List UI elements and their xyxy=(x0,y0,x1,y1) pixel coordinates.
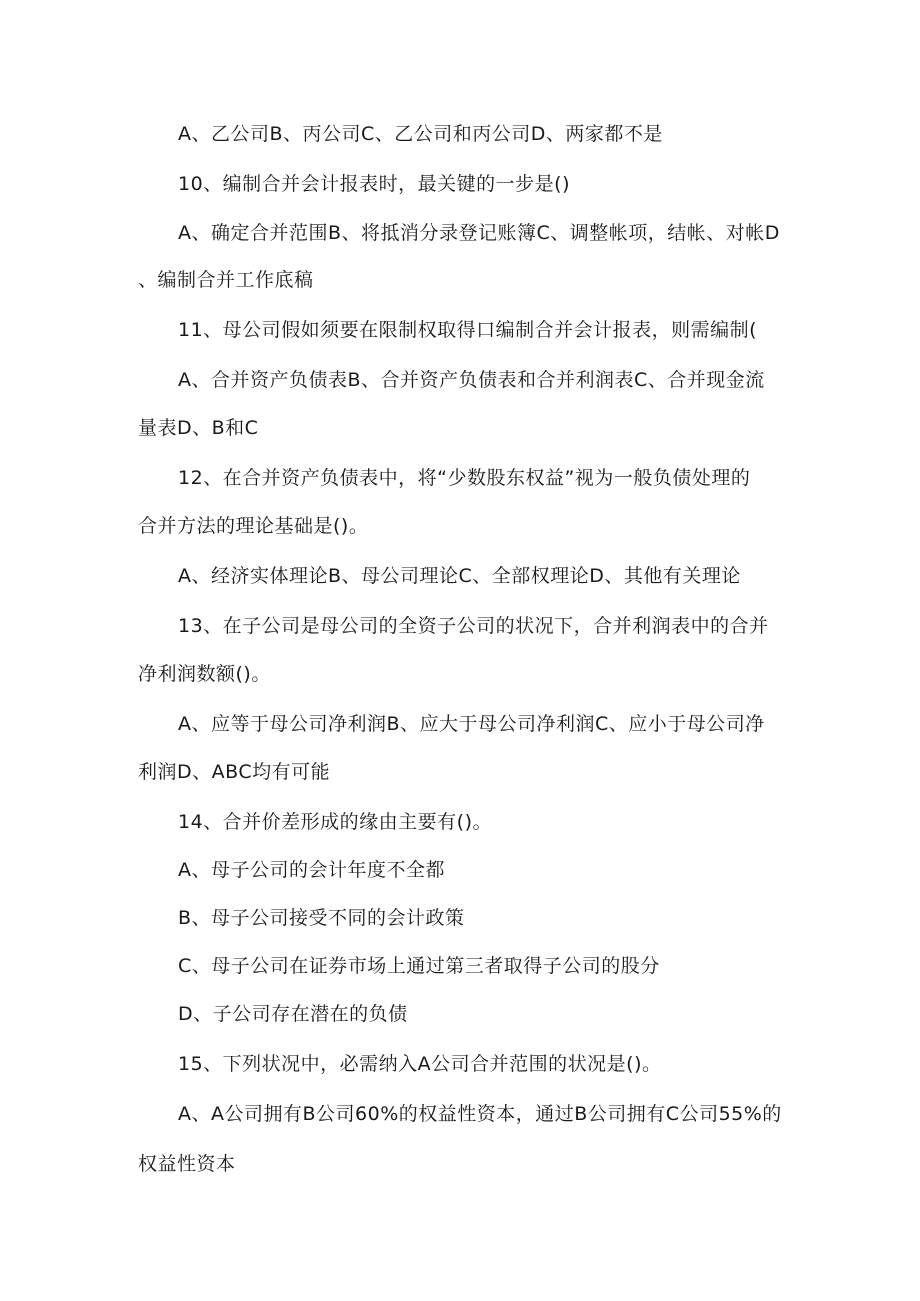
question-13-cont: 净利润数额()。 xyxy=(138,663,271,685)
option-c-q14: C、母子公司在证券市场上通过第三者取得子公司的股分 xyxy=(178,955,660,977)
option-line-q12: A、经济实体理论B、母公司理论C、全部权理论D、其他有关理论 xyxy=(178,565,741,587)
option-b-q14: B、母子公司接受不同的会计政策 xyxy=(178,907,465,929)
option-line-q11: A、合并资产负债表B、合并资产负债表和合并利润表C、合并现金流 xyxy=(178,369,765,391)
option-a-q15-cont: 权益性资本 xyxy=(138,1153,236,1175)
option-line-q11-cont: 量表D、B和C xyxy=(138,417,259,439)
option-line-q9: A、乙公司B、丙公司C、乙公司和丙公司D、两家都不是 xyxy=(178,123,663,145)
option-line-q10: A、确定合并范围B、将抵消分录登记账簿C、调整帐项，结帐、对帐D xyxy=(178,222,780,244)
option-line-q13-cont: 利润D、ABC均有可能 xyxy=(138,761,331,783)
question-15: 15、下列状况中，必需纳入A公司合并范围的状况是()。 xyxy=(178,1053,662,1075)
question-12-cont: 合并方法的理论基础是()。 xyxy=(138,515,369,537)
question-10: 10、编制合并会计报表时，最关键的一步是() xyxy=(178,173,571,195)
question-11: 11、母公司假如须要在限制权取得口编制合并会计报表，则需编制( xyxy=(178,319,758,341)
option-line-q10-cont: 、编制合并工作底稿 xyxy=(138,269,314,291)
question-14: 14、合并价差形成的缘由主要有()。 xyxy=(178,811,493,833)
option-a-q15: A、A公司拥有B公司60%的权益性资本，通过B公司拥有C公司55%的 xyxy=(178,1103,782,1125)
option-a-q14: A、母子公司的会计年度不全都 xyxy=(178,859,445,881)
option-d-q14: D、子公司存在潜在的负债 xyxy=(178,1003,408,1025)
question-13: 13、在子公司是母公司的全资子公司的状况下，合并利润表中的合并 xyxy=(178,615,769,637)
question-12: 12、在合并资产负债表中，将“少数股东权益”视为一般负债处理的 xyxy=(178,467,751,489)
option-line-q13: A、应等于母公司净利润B、应大于母公司净利润C、应小于母公司净 xyxy=(178,713,765,735)
